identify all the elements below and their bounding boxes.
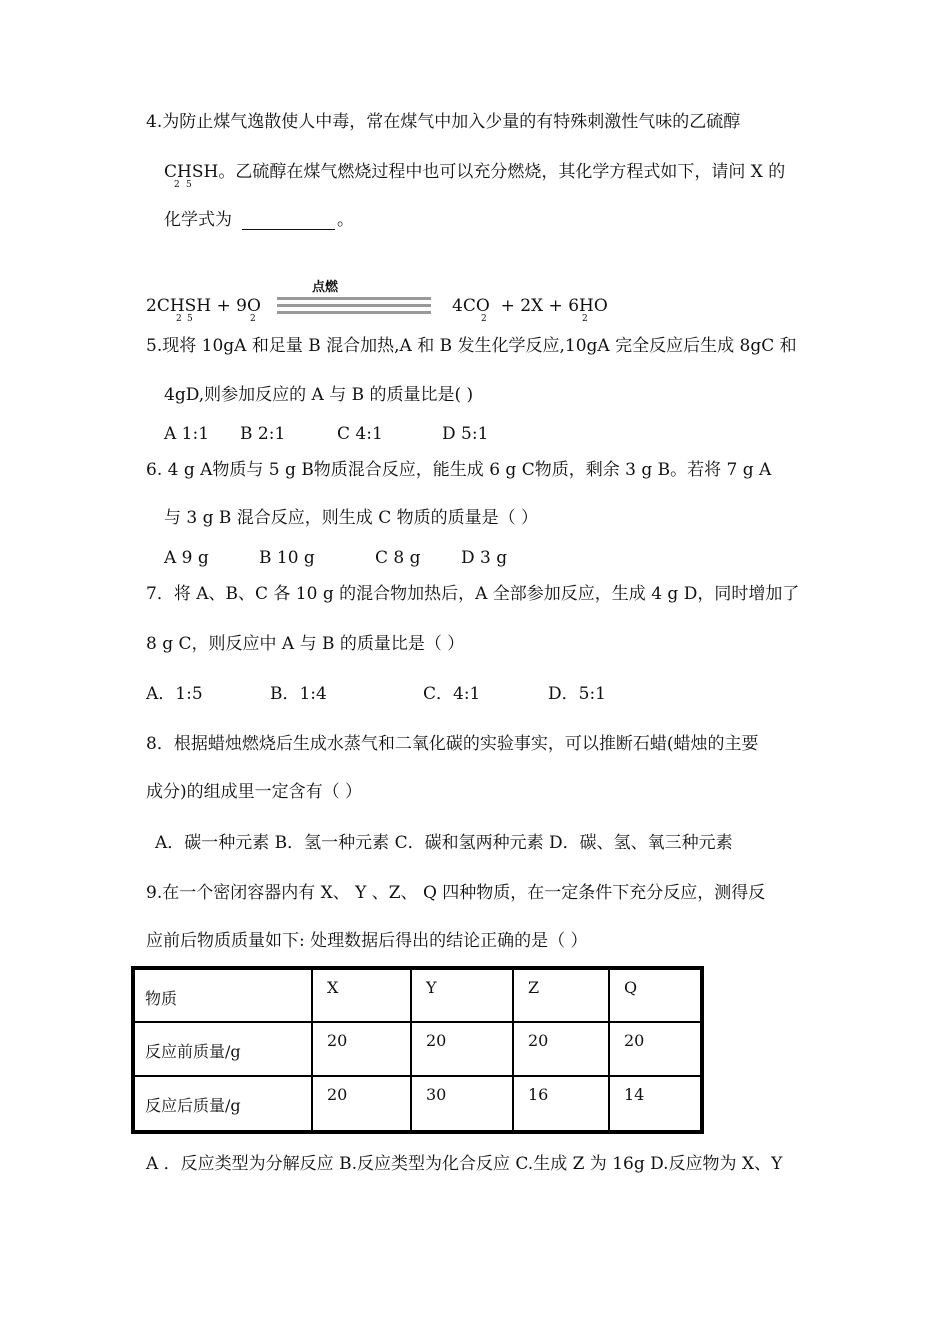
equation-bar-bottom: [277, 311, 431, 314]
table-cell: [609, 1076, 702, 1132]
q5-option-b: B 2:1: [240, 424, 286, 444]
equation-bar-top: [277, 297, 431, 300]
q4-formula-c: C: [164, 162, 178, 182]
table-header-row: [133, 968, 702, 1022]
equation-right: [452, 296, 608, 316]
eq-left-a: 2C: [146, 296, 170, 316]
cell-value: 30: [426, 1085, 447, 1104]
eq-sub-o2: 2: [250, 314, 256, 324]
cell-value: 20: [426, 1031, 447, 1050]
q7-option-a: A．1:5: [146, 684, 203, 704]
q6-option-a: A 9 g: [164, 548, 209, 568]
q8-line1: 8．根据蜡烛燃烧后生成水蒸气和二氧化碳的实验事实，可以推断石蜡(蜡烛的主要: [146, 734, 759, 754]
q5-option-d: D 5:1: [442, 424, 489, 444]
header-z: Z: [528, 978, 540, 997]
q5-option-c: C 4:1: [337, 424, 383, 444]
q9-options: A ．反应类型为分解反应 B.反应类型为化合反应 C.生成 Z 为 16g D.反应物为 X、Y: [146, 1154, 783, 1174]
q7-line2: 8 g C，则反应中 A 与 B 的质量比是（ ）: [146, 634, 465, 654]
q5-option-a: A 1:1: [164, 424, 210, 444]
table-cell: [133, 1022, 312, 1076]
q4-line3-end: 。: [337, 210, 354, 230]
q9-line2: 应前后物质质量如下: 处理数据后得出的结论正确的是（ ）: [146, 931, 588, 951]
table-row: [133, 1076, 702, 1132]
q7-option-b: B．1:4: [270, 684, 327, 704]
q4-line2: [164, 162, 785, 182]
eq-right-c: O: [593, 296, 608, 316]
cell-value: 14: [624, 1085, 645, 1104]
eq-sub-5: 5: [187, 314, 193, 324]
q6-option-b: B 10 g: [259, 548, 315, 568]
q8-options: A．碳一种元素 B．氢一种元素 C．碳和氢两种元素 D．碳、氢、氧三种元素: [155, 833, 733, 853]
cell-value: 20: [327, 1031, 348, 1050]
table-row: [133, 1022, 702, 1076]
row-label-after: 反应后质量/g: [145, 1096, 241, 1115]
table-cell: [411, 1022, 513, 1076]
table-cell: [133, 1076, 312, 1132]
table-header-cell: [312, 968, 411, 1022]
row-label-before: 反应前质量/g: [145, 1042, 241, 1061]
q4-formula-h: H: [177, 162, 192, 182]
table-cell: [609, 1022, 702, 1076]
cell-value: 20: [528, 1031, 549, 1050]
equation-left: [146, 296, 261, 316]
header-y: Y: [426, 978, 437, 997]
table-cell: [411, 1076, 513, 1132]
q6-line2: 与 3 g B 混合反应，则生成 C 物质的质量是（ ）: [164, 508, 539, 528]
q5-line2: 4gD,则参加反应的 A 与 B 的质量比是( ): [164, 385, 474, 405]
table-header-cell: [513, 968, 609, 1022]
header-substance: 物质: [145, 989, 178, 1008]
equation-bar-mid: [277, 304, 431, 307]
cell-value: 20: [327, 1085, 348, 1104]
q6-option-c: C 8 g: [375, 548, 421, 568]
eq-right-a: 4CO: [452, 296, 490, 316]
header-q: Q: [624, 978, 638, 997]
eq-sub-2a: 2: [176, 314, 182, 324]
q4-line3: 化学式为: [164, 210, 232, 230]
header-x: X: [327, 978, 339, 997]
q4-line2-text: SH。乙硫醇在煤气燃烧过程中也可以充分燃烧，其化学方程式如下，请问 X 的: [191, 162, 786, 182]
reaction-condition: 点燃: [312, 280, 339, 295]
table-cell: [513, 1076, 609, 1132]
eq-sub-h2o: 2: [582, 314, 588, 324]
q9-line1: 9.在一个密闭容器内有 X、 Y 、Z、 Q 四种物质，在一定条件下充分反应，测得反: [146, 883, 766, 903]
cell-value: 20: [624, 1031, 645, 1050]
q6-line1: 6. 4 g A物质与 5 g B物质混合反应，能生成 6 g C物质，剩余 3 g B。若将 7 g A: [146, 460, 772, 480]
table-cell: [513, 1022, 609, 1076]
mass-table: [131, 966, 704, 1134]
q4-sub-5: 5: [186, 180, 192, 190]
table-cell: [312, 1022, 411, 1076]
eq-left-b: H: [169, 296, 185, 316]
eq-left-c: SH + 9O: [184, 296, 261, 316]
answer-blank[interactable]: [242, 213, 335, 230]
q4-sub-2: 2: [174, 180, 180, 190]
q7-option-c: C．4:1: [423, 684, 481, 704]
eq-sub-co2: 2: [481, 314, 487, 324]
eq-right-b: + 2X + 6H: [500, 296, 594, 316]
table-header-cell: [133, 968, 312, 1022]
table-cell: [312, 1076, 411, 1132]
q8-line2: 成分)的组成里一定含有（ ）: [146, 782, 363, 802]
cell-value: 16: [528, 1085, 549, 1104]
table-header-cell: [411, 968, 513, 1022]
q6-option-d: D 3 g: [461, 548, 508, 568]
q7-option-d: D．5:1: [548, 684, 606, 704]
q7-line1: 7．将 A、B、C 各 10 g 的混合物加热后，A 全部参加反应，生成 4 g D，同时增加了: [146, 584, 800, 604]
table-header-cell: [609, 968, 702, 1022]
q5-line1: 5.现将 10gA 和足量 B 混合加热,A 和 B 发生化学反应,10gA 完全反应后生成 8gC 和: [146, 336, 797, 356]
q4-line1: 4.为防止煤气逸散使人中毒，常在煤气中加入少量的有特殊刺激性气味的乙硫醇: [146, 112, 741, 132]
